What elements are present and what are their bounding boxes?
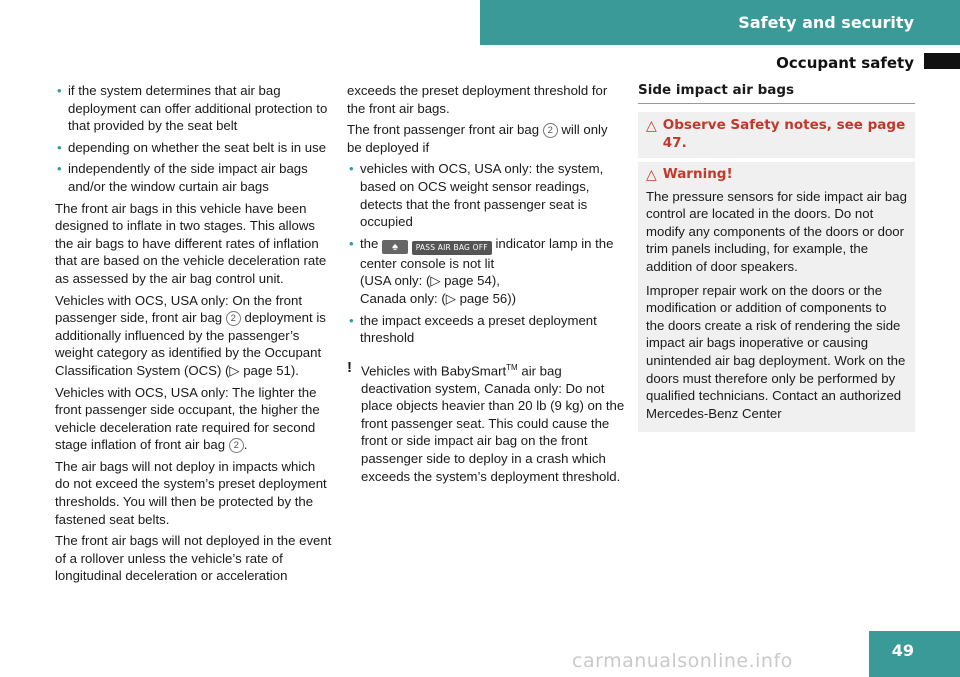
subsection-title: Occupant safety xyxy=(776,54,914,72)
warning-title xyxy=(646,166,907,184)
note xyxy=(347,359,625,486)
passenger-seat-icon: ♠ xyxy=(382,240,408,254)
page-link[interactable]: page 56)) xyxy=(455,290,517,306)
page-ref-arrow-icon: ▷ xyxy=(229,362,240,378)
page-ref-arrow-icon: ▷ xyxy=(445,290,456,306)
trademark: TM xyxy=(506,362,518,372)
text: Vehicles with BabySmart xyxy=(361,363,507,379)
text: Warning! xyxy=(662,165,733,182)
column-3 xyxy=(638,82,915,432)
ref-number-icon: 2 xyxy=(229,438,244,453)
section-heading: Side impact air bags xyxy=(638,82,915,104)
text: Vehicles with OCS, USA only: On the front passenger side, front air bag xyxy=(55,292,303,326)
observe-link[interactable]: Observe Safety notes, see page 47. xyxy=(662,116,906,151)
paragraph: exceeds the preset deployment threshold for the front air bags. xyxy=(347,83,608,116)
text: . xyxy=(243,437,248,453)
page-number: 49 xyxy=(869,631,960,677)
pass-air-bag-off-lamp-icon: PASS AIR BAG OFF xyxy=(412,241,492,255)
page-link[interactable]: page 54), xyxy=(440,273,500,289)
list-item: • independently of the side impact air bags and/or the window curtain air bags xyxy=(55,160,333,195)
paragraph: Improper repair work on the doors or the modification or addition of components to the doors create a risk of rendering the side impact air bags inoperative or causing unintended air bag deployment. Work on the doors must therefore only be performed by qualified technicians. Contact an authorized Mercedes-Benz Center xyxy=(646,282,906,421)
paragraph: The pressure sensors for side impact air bag control are located in the doors. Do not modify any components of the doors or door trim panels including, for example, the addition of door speakers. xyxy=(646,188,907,274)
paragraph xyxy=(347,121,625,156)
warning-box xyxy=(638,162,915,433)
list-item: • vehicles with OCS, USA only: the system, based on OCS weight sensor readings, detects that the front passenger seat is occupied xyxy=(347,160,625,230)
list-item xyxy=(347,235,625,308)
text: (USA only: ( xyxy=(360,273,431,289)
warning-triangle-icon: △ xyxy=(646,166,657,183)
ref-number-icon: 2 xyxy=(226,311,241,326)
warning-triangle-icon: △ xyxy=(646,116,657,133)
header-marker-bar xyxy=(924,53,960,69)
exclamation-icon: ! xyxy=(347,358,352,376)
paragraph xyxy=(55,384,333,454)
text: The front passenger front air bag xyxy=(347,122,540,138)
paragraph: The front air bags in this vehicle have been designed to inflate in two stages. This allows the air bags to have different rates of inflation that are based on the vehicle deceleration rate as assessed by the air bag control unit. xyxy=(55,200,327,286)
list-item: • depending on whether the seat belt is in use xyxy=(55,139,333,157)
ref-number-icon: 2 xyxy=(543,123,558,138)
column-2 xyxy=(347,82,625,485)
header-section-tab xyxy=(480,0,960,45)
page-link[interactable]: page 51). xyxy=(239,362,299,378)
watermark: carmanualsonline.info xyxy=(572,650,793,672)
text: indicator lamp in the center console is not lit xyxy=(360,235,614,271)
list-item: • if the system determines that air bag deployment can offer additional protection to that provided by the seat belt xyxy=(55,82,333,135)
text: deployment is additionally influenced by the passenger’s weight category as identified by the Occupant Classification System (OCS) ( xyxy=(55,310,326,378)
text: Vehicles with OCS, USA only: The lighter the front passenger side occupant, the higher the vehicle deceleration rate required for second stage inflation of front air bag xyxy=(55,384,320,453)
paragraph: The front air bags will not deployed in the event of a rollover unless the vehicle’s rate of longitudinal deceleration or acceleration xyxy=(55,533,332,584)
paragraph xyxy=(55,292,333,380)
list-item: • the impact exceeds a preset deployment threshold xyxy=(347,312,625,347)
text: Canada only: ( xyxy=(360,290,446,306)
paragraph: The air bags will not deploy in impacts which do not exceed the system’s preset deployment thresholds. You will then be protected by the fastened seat belts. xyxy=(55,458,327,527)
text: the xyxy=(360,235,379,251)
page-ref-arrow-icon: ▷ xyxy=(430,273,441,289)
text: air bag deactivation system, Canada only: Do not place objects heavier than 20 lb (9 kg) on the front passenger seat. This could cause the front or side impact air bag on the front passenger side to deploy in a crash which exceeds the system’s deployment threshold. xyxy=(361,363,625,484)
section-title: Safety and security xyxy=(738,13,914,32)
text: will only be deployed if xyxy=(347,122,608,155)
observe-box xyxy=(638,112,915,158)
column-1 xyxy=(55,82,333,589)
